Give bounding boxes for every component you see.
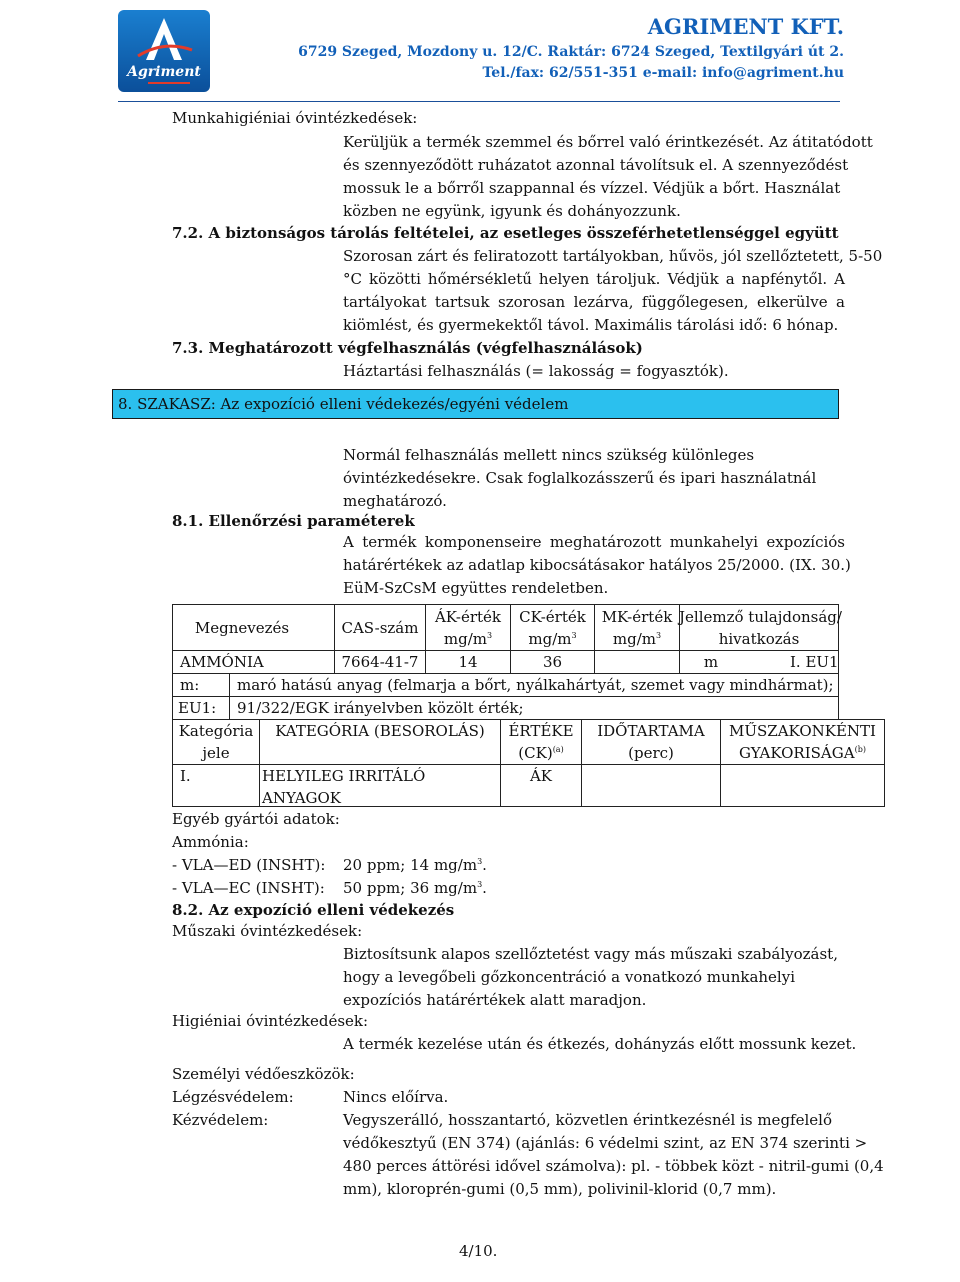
tech-measures-line: expozíciós határértékek alatt maradjon.	[343, 991, 647, 1009]
cat-col-frequency-sub: GYAKORISÁGA$^{(b)}$	[739, 744, 866, 762]
vla-ed-label: - VLA—ED (INSHT):	[172, 856, 326, 874]
respiratory-label: Légzésvédelem:	[172, 1088, 294, 1106]
section-8-intro-line: óvintézkedésekre. Csak foglalkozásszerű és ipari használatnál	[343, 469, 817, 487]
tech-measures-line: Biztosítsunk alapos szellőztetést vagy más műszaki szabályozást,	[343, 945, 838, 963]
other-data-ammonia: Ammónia:	[172, 833, 249, 851]
col-header-mk: MK-érték	[601, 608, 673, 626]
row-ck-value: 36	[542, 653, 563, 671]
section-7-3-line: Háztartási felhasználás (= lakosság = fogyasztók).	[343, 362, 729, 380]
col-header-ck-unit: $mg/m^3$	[528, 630, 577, 648]
hand-line: Vegyszerálló, hosszantartó, közvetlen érintkezésnél is megfelelő	[343, 1111, 832, 1129]
cat-row-value: ÁK	[529, 767, 553, 785]
company-contact: Tel./fax: 62/551-351 e-mail: info@agriment.hu	[482, 65, 844, 81]
col-header-property: Jellemző tulajdonság/	[679, 608, 842, 626]
cat-col-value: ÉRTÉKE	[508, 722, 574, 740]
col-header-ak-unit: $mg/m^3$	[443, 630, 493, 648]
other-data-title: Egyéb gyártói adatok:	[172, 810, 340, 828]
col-header-mk-unit: $mg/m^3$	[612, 630, 662, 648]
cat-col-category-sub: jele	[202, 744, 230, 762]
cat-col-frequency: MŰSZAKONKÉNTI	[729, 722, 876, 740]
cat-row-symbol: I.	[180, 767, 191, 785]
section-8-1-heading: 8.1. Ellenőrzési paraméterek	[172, 512, 415, 530]
section-8-intro-line: Normál felhasználás mellett nincs szükség különleges	[343, 446, 755, 464]
logo-text: Agriment	[127, 64, 201, 80]
row-substance-name: AMMÓNIA	[180, 653, 264, 671]
company-logo	[118, 10, 210, 92]
vla-ec-label: - VLA—EC (INSHT):	[172, 879, 325, 897]
row-mk-value: m	[703, 653, 719, 671]
section-8-bar	[112, 389, 839, 419]
section-7-2-line: Szorosan zárt és feliratozott tartályokban, hűvös, jól szellőztetett, 5-50	[343, 247, 883, 265]
vla-ed-value: 20 ppm; 14 $mg/m^3$.	[343, 856, 487, 874]
section-8-2-heading: 8.2. Az expozíció elleni védekezés	[172, 901, 455, 919]
cat-col-category: Kategória	[178, 722, 254, 740]
section-7-3-heading: 7.3. Meghatározott végfelhasználás (végfelhasználások)	[172, 339, 643, 357]
section-8-1-line: határértékek az adatlap kibocsátásakor hatályos 25/2000. (IX. 30.)	[343, 556, 851, 574]
note-eu-key: EU1:	[178, 699, 217, 717]
page-number: 4/10.	[459, 1242, 498, 1260]
cat-row-cell	[581, 764, 721, 807]
col-header-ck: CK-érték	[519, 608, 586, 626]
company-address: 6729 Szeged, Mozdony u. 12/C. Raktár: 6724 Szeged, Textilgyári út 2.	[298, 44, 844, 60]
vla-ec-value: 50 ppm; 36 $mg/m^3$.	[343, 879, 487, 897]
section-7-2-line: tartályokat tartsuk szorosan lezárva, függőlegesen, elkerülve a	[343, 293, 845, 311]
note-eu-value: 91/322/EGK irányelvben közölt érték;	[237, 699, 524, 717]
row-reference: I. EU1	[790, 653, 839, 671]
col-header-ak: ÁK-érték	[434, 608, 502, 626]
cat-row-classification: HELYILEG IRRITÁLÓ	[262, 767, 426, 785]
workplace-hygiene-line: és szennyeződött ruházatot azonnal távolítsuk el. A szennyeződést	[343, 156, 849, 174]
workplace-hygiene-line: Kerüljük a termék szemmel és bőrrel való érintkezését. Az átitatódott	[343, 133, 873, 151]
tech-measures-title: Műszaki óvintézkedések:	[172, 922, 363, 940]
cat-row-cell	[720, 764, 885, 807]
cat-col-classification: KATEGÓRIA (BESOROLÁS)	[275, 722, 485, 740]
hygiene-measures-title: Higiéniai óvintézkedések:	[172, 1012, 369, 1030]
workplace-hygiene-line: közben ne együnk, igyunk és dohányozzunk.	[343, 202, 681, 220]
hand-line: mm), kloroprén-gumi (0,5 mm), polivinil-klorid (0,7 mm).	[343, 1180, 777, 1198]
note-m-key: m:	[180, 676, 200, 694]
cat-col-duration-sub: (perc)	[628, 744, 674, 762]
workplace-hygiene-line: mossuk le a bőrről szappannal és vízzel. Védjük a bőrt. Használat	[343, 179, 841, 197]
cat-row-classification-2: ANYAGOK	[262, 789, 342, 807]
company-name: AGRIMENT KFT.	[647, 14, 844, 39]
row-cas-number: 7664-41-7	[341, 653, 419, 671]
hygiene-measures-line: A termék kezelése után és étkezés, dohányzás előtt mossunk kezet.	[343, 1035, 857, 1053]
ppe-title: Személyi védőeszközök:	[172, 1065, 355, 1083]
section-8-intro-line: meghatározó.	[343, 492, 447, 510]
workplace-hygiene-title: Munkahigiéniai óvintézkedések:	[172, 109, 418, 127]
col-header-cas: CAS-szám	[341, 619, 419, 637]
tech-measures-line: hogy a levegőbeli gőzkoncentráció a vonatkozó munkahelyi	[343, 968, 795, 986]
section-8-1-line: EüM-SzCsM együttes rendeletben.	[343, 579, 609, 597]
section-7-2-heading: 7.2. A biztonságos tárolás feltételei, az esetleges összeférhetetlenséggel együtt	[172, 224, 839, 242]
col-header-name: Megnevezés	[194, 619, 290, 637]
note-m-value: maró hatású anyag (felmarja a bőrt, nyálkahártyát, szemet vagy mindhármat);	[237, 676, 834, 694]
cat-col-duration: IDŐTARTAMA	[597, 722, 705, 740]
section-7-2-line: kiömlést, és gyermekektől távol. Maximális tárolási idő: 6 hónap.	[343, 316, 839, 334]
col-header-reference: hivatkozás	[718, 630, 800, 648]
cat-col-value-sub: (CK)$^{(a)}$	[518, 744, 564, 762]
hand-line: 480 perces áttörési idővel számolva): pl. - többek közt - nitril-gumi (0,4	[343, 1157, 884, 1175]
row-ak-value: 14	[458, 653, 478, 671]
hand-label: Kézvédelem:	[172, 1111, 269, 1129]
header-divider	[118, 101, 840, 102]
table-row-cell	[594, 650, 680, 674]
hand-line: védőkesztyű (EN 374) (ajánlás: 6 védelmi szint, az EN 374 szerinti >	[343, 1134, 868, 1152]
section-8-title: 8. SZAKASZ: Az expozíció elleni védekezés/egyéni védelem	[118, 395, 569, 413]
section-8-1-line: A termék komponenseire meghatározott munkahelyi expozíciós	[343, 533, 845, 551]
section-7-2-line: °C közötti hőmérsékletű helyen tároljuk. Védjük a napfénytől. A	[343, 270, 845, 288]
respiratory-value: Nincs előírva.	[343, 1088, 449, 1106]
